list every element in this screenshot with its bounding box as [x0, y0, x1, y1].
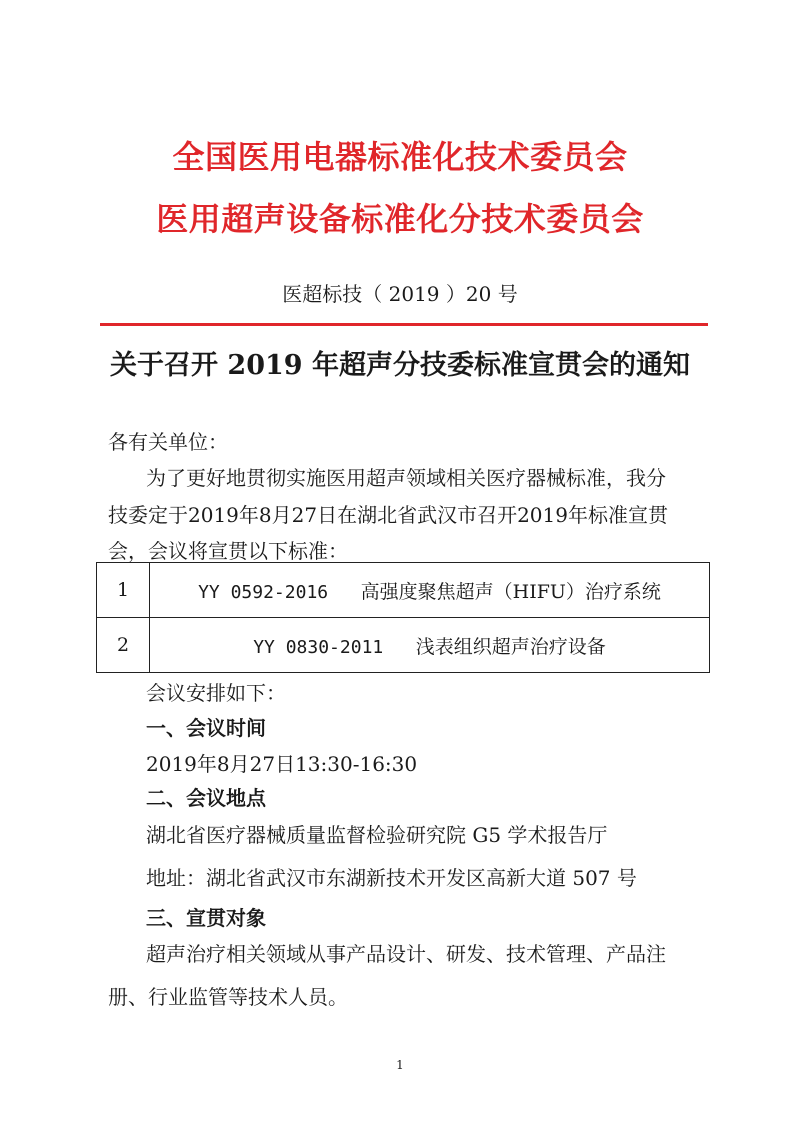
- table-row: [97, 563, 710, 618]
- page-number: 1: [396, 1058, 404, 1072]
- intro-paragraph-line: 为了更好地贯彻实施医用超声领域相关医疗器械标准，我分: [146, 466, 666, 490]
- standard-index: 2: [97, 618, 150, 673]
- standard-code: YY 0592-2016: [198, 581, 329, 603]
- table-row: [97, 618, 710, 673]
- arrangement-intro: 会议安排如下：: [146, 681, 286, 705]
- issuer-committee-name: 全国医用电器标准化技术委员会: [172, 138, 628, 176]
- meeting-address: 地址：湖北省武汉市东湖新技术开发区高新大道 507 号: [146, 866, 637, 890]
- meeting-venue: 湖北省医疗器械质量监督检验研究院 G5 学术报告厅: [146, 823, 608, 847]
- audience-line: 超声治疗相关领域从事产品设计、研发、技术管理、产品注: [146, 942, 666, 966]
- standard-index: 1: [97, 563, 150, 618]
- standard-code: YY 0830-2011: [253, 636, 384, 658]
- issuer-subcommittee-name: 医用超声设备标准化分技术委员会: [156, 200, 644, 238]
- notice-title: 关于召开 2019 年超声分技委标准宣贯会的通知: [110, 350, 690, 381]
- salutation: 各有关单位：: [108, 430, 228, 454]
- document-number: 医超标技（ 2019 ）20 号: [282, 282, 518, 306]
- standard-cell: [150, 618, 710, 673]
- audience-line: 册、行业监管等技术人员。: [108, 985, 348, 1009]
- section-heading-audience: 三、宣贯对象: [146, 906, 266, 930]
- standard-title: 高强度聚焦超声（HIFU）治疗系统: [360, 580, 661, 603]
- standard-title: 浅表组织超声治疗设备: [415, 635, 606, 658]
- meeting-time: 2019年8月27日13:30-16:30: [146, 752, 418, 776]
- intro-paragraph-line: 技委定于2019年8月27日在湖北省武汉市召开2019年标准宣贯: [108, 503, 668, 527]
- standard-cell: [150, 563, 710, 618]
- standards-table: [96, 562, 710, 673]
- intro-paragraph-line: 会，会议将宣贯以下标准：: [108, 539, 348, 563]
- header-divider: [100, 323, 708, 326]
- section-heading-time: 一、会议时间: [146, 716, 266, 740]
- section-heading-location: 二、会议地点: [146, 786, 266, 810]
